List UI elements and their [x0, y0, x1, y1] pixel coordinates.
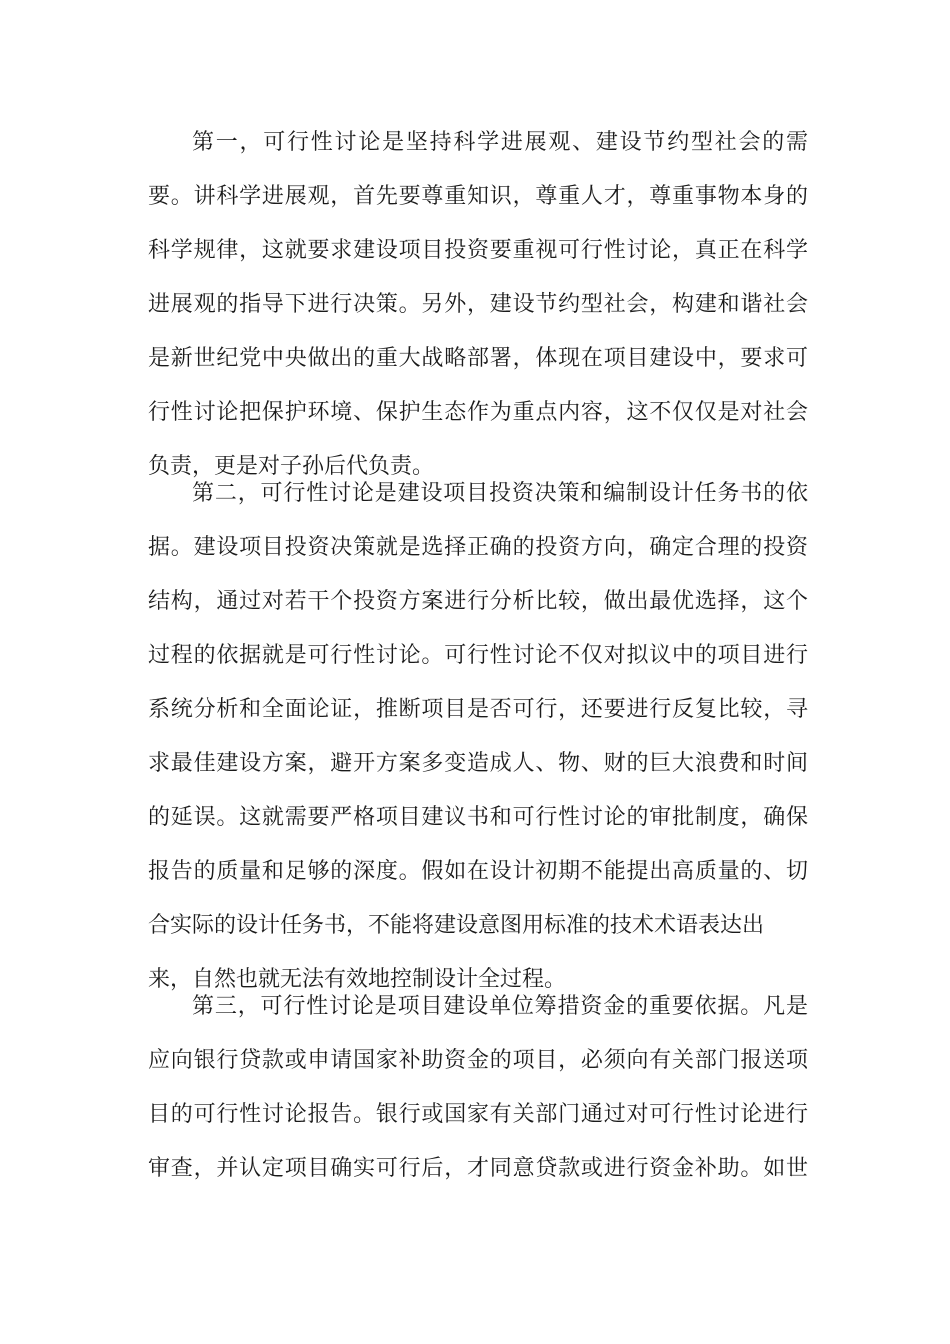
text-line: 负责，更是对子孙后代负责。	[148, 454, 435, 479]
text-line: 的延误。这就需要严格项目建议书和可行性讨论的审批制度，确保	[148, 805, 808, 830]
paragraph-1	[148, 116, 808, 494]
text-line: 合实际的设计任务书，不能将建设意图用标准的技术术语表达出	[148, 913, 765, 938]
text-line: 进展观的指导下进行决策。另外，建设节约型社会，构建和谐社会	[148, 292, 808, 317]
text-line: 过程的依据就是可行性讨论。可行性讨论不仅对拟议中的项目进行	[148, 643, 808, 668]
paragraph-2	[148, 467, 808, 1007]
text-line: 审查，并认定项目确实可行后，才同意贷款或进行资金补助。如世	[148, 1156, 808, 1181]
text-line: 第三，可行性讨论是项目建设单位筹措资金的重要依据。凡是	[192, 994, 808, 1019]
text-line: 科学规律，这就要求建设项目投资要重视可行性讨论，真正在科学	[148, 238, 808, 263]
text-line: 应向银行贷款或申请国家补助资金的项目，必须向有关部门报送项	[148, 1048, 808, 1073]
text-line: 来，自然也就无法有效地控制设计全过程。	[148, 967, 567, 992]
text-line: 据。建设项目投资决策就是选择正确的投资方向，确定合理的投资	[148, 535, 808, 560]
text-line: 第一，可行性讨论是坚持科学进展观、建设节约型社会的需	[192, 130, 808, 155]
text-line: 是新世纪党中央做出的重大战略部署，体现在项目建设中，要求可	[148, 346, 808, 371]
text-line: 要。讲科学进展观，首先要尊重知识，尊重人才，尊重事物本身的	[148, 184, 808, 209]
paragraph-3	[148, 980, 808, 1196]
text-line: 求最佳建设方案，避开方案多变造成人、物、财的巨大浪费和时间	[148, 751, 808, 776]
text-line: 目的可行性讨论报告。银行或国家有关部门通过对可行性讨论进行	[148, 1102, 808, 1127]
text-line: 报告的质量和足够的深度。假如在设计初期不能提出高质量的、切	[148, 859, 808, 884]
text-line: 行性讨论把保护环境、保护生态作为重点内容，这不仅仅是对社会	[148, 400, 808, 425]
text-line: 系统分析和全面论证，推断项目是否可行，还要进行反复比较，寻	[148, 697, 808, 722]
text-line: 结构，通过对若干个投资方案进行分析比较，做出最优选择，这个	[148, 589, 808, 614]
text-line: 第二，可行性讨论是建设项目投资决策和编制设计任务书的依	[192, 481, 808, 506]
